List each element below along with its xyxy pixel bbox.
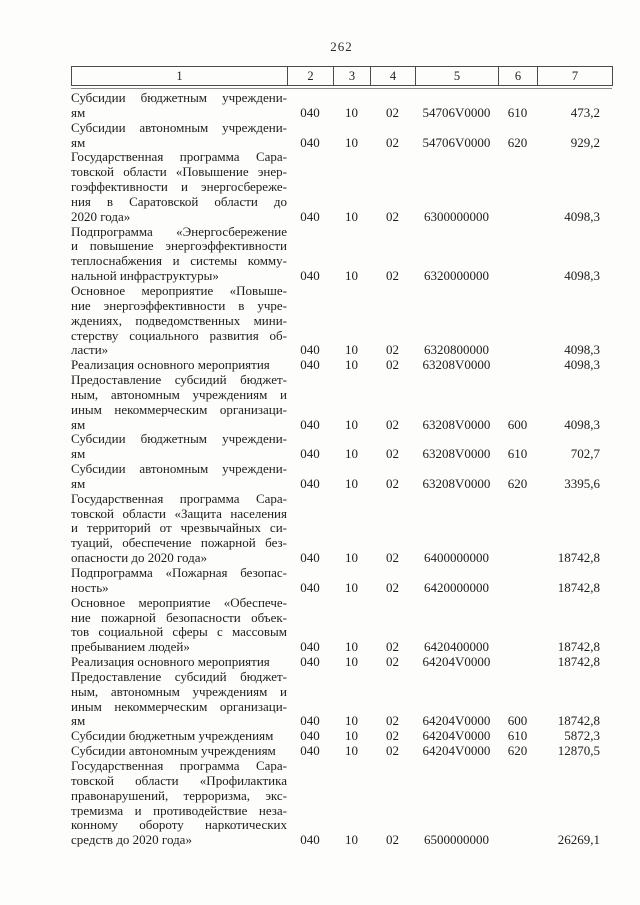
section-code-cell: 10 <box>345 342 358 358</box>
title-line: ям <box>71 475 86 491</box>
header-col-4: 4 <box>371 67 416 86</box>
page-number: 262 <box>330 39 353 54</box>
subsection-code-cell: 02 <box>386 832 399 848</box>
amount-cell: 4098,3 <box>564 357 600 373</box>
title-line: средств до 2020 года» <box>71 832 192 848</box>
table-row <box>71 462 612 492</box>
section-code-cell: 10 <box>345 208 358 224</box>
section-code-cell: 10 <box>345 654 358 670</box>
title-line: Государственная программа Сара- <box>71 150 287 165</box>
subsection-code-cell: 02 <box>386 550 399 566</box>
target-article-cell: 64204V0000 <box>422 654 491 670</box>
grbs-code-cell: 040 <box>300 134 320 150</box>
target-article-cell: 6400000000 <box>424 550 489 566</box>
section-code-cell: 10 <box>345 579 358 595</box>
title-cell <box>71 729 287 744</box>
title-line: Реализация основного мероприятия <box>71 654 270 670</box>
title-line: Основное мероприятие «Обеспече- <box>71 595 287 610</box>
section-code-cell: 10 <box>345 832 358 848</box>
grbs-code-cell: 040 <box>300 713 320 729</box>
table-header <box>71 66 612 89</box>
title-line: Подпрограмма «Энергосбережение <box>71 224 287 239</box>
amount-cell: 929,2 <box>570 134 600 150</box>
subsection-code-cell: 02 <box>386 268 399 284</box>
section-code-cell: 10 <box>345 728 358 744</box>
amount-cell: 18742,8 <box>557 550 600 566</box>
expense-type-cell <box>498 596 537 655</box>
title-line: Государственная программа Сара- <box>71 491 287 506</box>
title-line: Предоставление субсидий бюджет- <box>71 373 287 388</box>
table-row <box>71 373 612 432</box>
target-article-cell: 64204V0000 <box>422 713 491 729</box>
subsection-code-cell: 02 <box>386 416 399 432</box>
title-line: товской области «Повышение энер- <box>71 165 287 180</box>
grbs-code-cell: 040 <box>300 579 320 595</box>
title-cell <box>71 670 287 729</box>
target-article-cell: 54706V0000 <box>422 104 491 120</box>
subsection-code-cell: 02 <box>386 728 399 744</box>
title-cell <box>71 121 287 151</box>
expense-type-cell: 620 <box>507 134 528 150</box>
expense-type-cell: 620 <box>507 743 528 759</box>
target-article-cell: 54706V0000 <box>422 134 491 150</box>
target-article-cell: 63208V0000 <box>422 475 491 491</box>
expense-type-cell: 600 <box>507 713 528 729</box>
table-header-row <box>72 67 613 86</box>
title-line: конному обороту наркотических <box>71 818 287 833</box>
grbs-code-cell: 040 <box>300 357 320 373</box>
title-line: ям <box>71 416 86 432</box>
target-article-cell: 6420000000 <box>424 579 489 595</box>
title-line: ям <box>71 713 86 729</box>
table-row <box>71 729 612 744</box>
title-cell <box>71 759 287 848</box>
expense-type-cell <box>498 759 537 848</box>
grbs-code-cell: 040 <box>300 268 320 284</box>
grbs-code-cell: 040 <box>300 654 320 670</box>
title-line: Основное мероприятие «Повыше- <box>71 283 287 298</box>
amount-cell: 18742,8 <box>557 579 600 595</box>
header-col-5: 5 <box>416 67 499 86</box>
header-col-1: 1 <box>72 67 288 86</box>
table-body <box>71 91 612 848</box>
amount-cell: 12870,5 <box>557 743 600 759</box>
grbs-code-cell: 040 <box>300 475 320 491</box>
subsection-code-cell: 02 <box>386 713 399 729</box>
title-line: товской области «Профилактика <box>71 773 287 788</box>
table-row <box>71 91 612 121</box>
expense-type-cell <box>498 358 537 373</box>
title-line: правонарушений, терроризма, экс- <box>71 788 287 803</box>
title-cell <box>71 358 287 373</box>
section-code-cell: 10 <box>345 550 358 566</box>
title-line: ния в Саратовской области до <box>71 194 287 209</box>
title-line: ность» <box>71 579 109 595</box>
grbs-code-cell: 040 <box>300 342 320 358</box>
subsection-code-cell: 02 <box>386 342 399 358</box>
subsection-code-cell: 02 <box>386 743 399 759</box>
title-line: теплоснабжения и системы комму- <box>71 254 287 269</box>
title-line: Субсидии автономным учреждениям <box>71 743 276 759</box>
grbs-code-cell: 040 <box>300 832 320 848</box>
grbs-code-cell: 040 <box>300 639 320 655</box>
title-line: Государственная программа Сара- <box>71 758 287 773</box>
header-col-3: 3 <box>334 67 371 86</box>
table-row <box>71 432 612 462</box>
target-article-cell: 63208V0000 <box>422 416 491 432</box>
target-article-cell: 63208V0000 <box>422 357 491 373</box>
grbs-code-cell: 040 <box>300 728 320 744</box>
grbs-code-cell: 040 <box>300 416 320 432</box>
title-line: ям <box>71 446 86 462</box>
header-col-7: 7 <box>538 67 613 86</box>
section-code-cell: 10 <box>345 134 358 150</box>
subsection-code-cell: 02 <box>386 208 399 224</box>
table-row <box>71 655 612 670</box>
title-line: туаций, обеспечение пожарной без- <box>71 536 287 551</box>
expense-type-cell: 610 <box>507 728 528 744</box>
subsection-code-cell: 02 <box>386 475 399 491</box>
title-line: опасности до 2020 года» <box>71 550 208 566</box>
grbs-code-cell: 040 <box>300 446 320 462</box>
title-line: ным, автономным учреждениям и <box>71 684 287 699</box>
table-row <box>71 759 612 848</box>
title-cell <box>71 462 287 492</box>
subsection-code-cell: 02 <box>386 357 399 373</box>
target-article-cell: 6420400000 <box>424 639 489 655</box>
amount-cell: 473,2 <box>570 104 600 120</box>
amount-cell: 18742,8 <box>557 654 600 670</box>
title-line: ласти» <box>71 342 109 358</box>
title-line: ждениях, подведомственных мини- <box>71 313 287 328</box>
budget-table <box>71 66 612 848</box>
table-row <box>71 150 612 224</box>
section-code-cell: 10 <box>345 446 358 462</box>
amount-cell: 3395,6 <box>564 475 600 491</box>
amount-cell: 5872,3 <box>564 728 600 744</box>
amount-cell: 26269,1 <box>557 832 600 848</box>
section-code-cell: 10 <box>345 743 358 759</box>
title-line: иным некоммерческим организаци- <box>71 402 287 417</box>
header-col-6: 6 <box>499 67 538 86</box>
title-line: тремизма и противодействие неза- <box>71 803 287 818</box>
target-article-cell: 64204V0000 <box>422 728 491 744</box>
expense-type-cell <box>498 225 537 284</box>
title-line: ным, автономным учреждениям и <box>71 387 287 402</box>
target-article-cell: 64204V0000 <box>422 743 491 759</box>
section-code-cell: 10 <box>345 268 358 284</box>
title-line: Реализация основного мероприятия <box>71 357 270 373</box>
grbs-code-cell: 040 <box>300 104 320 120</box>
expense-type-cell: 600 <box>507 416 528 432</box>
title-cell <box>71 225 287 284</box>
title-line: Субсидии автономным учреждени- <box>71 120 287 135</box>
table-row <box>71 121 612 151</box>
expense-type-cell <box>498 284 537 358</box>
title-line: иным некоммерческим организаци- <box>71 699 287 714</box>
title-line: товской области «Защита населения <box>71 506 287 521</box>
subsection-code-cell: 02 <box>386 654 399 670</box>
section-code-cell: 10 <box>345 639 358 655</box>
section-code-cell: 10 <box>345 104 358 120</box>
amount-cell: 4098,3 <box>564 342 600 358</box>
table-row <box>71 225 612 284</box>
title-line: ям <box>71 134 86 150</box>
subsection-code-cell: 02 <box>386 579 399 595</box>
expense-type-cell <box>498 566 537 596</box>
amount-cell: 4098,3 <box>564 208 600 224</box>
title-line: Подпрограмма «Пожарная безопас- <box>71 566 287 580</box>
title-cell <box>71 373 287 432</box>
title-cell <box>71 150 287 224</box>
title-line: Субсидии бюджетным учреждени- <box>71 432 287 447</box>
title-line: Субсидии автономным учреждени- <box>71 462 287 477</box>
expense-type-cell <box>498 492 537 566</box>
amount-cell: 18742,8 <box>557 639 600 655</box>
subsection-code-cell: 02 <box>386 104 399 120</box>
amount-cell: 18742,8 <box>557 713 600 729</box>
section-code-cell: 10 <box>345 357 358 373</box>
title-cell <box>71 492 287 566</box>
title-cell <box>71 284 287 358</box>
expense-type-cell <box>498 150 537 224</box>
grbs-code-cell: 040 <box>300 550 320 566</box>
amount-cell: 702,7 <box>570 446 600 462</box>
title-cell <box>71 91 287 121</box>
table-row <box>71 284 612 358</box>
grbs-code-cell: 040 <box>300 208 320 224</box>
amount-cell: 4098,3 <box>564 268 600 284</box>
title-line: Субсидии бюджетным учреждени- <box>71 91 287 105</box>
expense-type-cell: 620 <box>507 475 528 491</box>
title-line: нальной инфраструктуры» <box>71 268 219 284</box>
title-cell <box>71 432 287 462</box>
table-row <box>71 744 612 759</box>
title-line: Предоставление субсидий бюджет- <box>71 669 287 684</box>
title-line: Субсидии бюджетным учреждениям <box>71 728 274 744</box>
section-code-cell: 10 <box>345 713 358 729</box>
title-line: ям <box>71 104 86 120</box>
target-article-cell: 6300000000 <box>424 208 489 224</box>
amount-cell: 4098,3 <box>564 416 600 432</box>
expense-type-cell: 610 <box>507 104 528 120</box>
title-line: стерству социального развития об- <box>71 328 287 343</box>
title-line: и повышение энергоэффективности <box>71 239 287 254</box>
subsection-code-cell: 02 <box>386 446 399 462</box>
table-row <box>71 566 612 596</box>
title-line: 2020 года» <box>71 208 131 224</box>
section-code-cell: 10 <box>345 475 358 491</box>
expense-type-cell <box>498 655 537 670</box>
title-line: тов социальной сферы с массовым <box>71 625 287 640</box>
table-row <box>71 492 612 566</box>
subsection-code-cell: 02 <box>386 639 399 655</box>
section-code-cell: 10 <box>345 416 358 432</box>
table-row <box>71 670 612 729</box>
target-article-cell: 6320800000 <box>424 342 489 358</box>
target-article-cell: 6320000000 <box>424 268 489 284</box>
title-line: гоэффективности и энергосбереже- <box>71 180 287 195</box>
table-row <box>71 358 612 373</box>
table-row <box>71 596 612 655</box>
target-article-cell: 63208V0000 <box>422 446 491 462</box>
title-line: ние пожарной безопасности объек- <box>71 610 287 625</box>
subsection-code-cell: 02 <box>386 134 399 150</box>
title-cell <box>71 655 287 670</box>
title-line: и территорий от чрезвычайных си- <box>71 521 287 536</box>
target-article-cell: 6500000000 <box>424 832 489 848</box>
header-col-2: 2 <box>288 67 334 86</box>
expense-type-cell: 610 <box>507 446 528 462</box>
title-cell <box>71 566 287 596</box>
grbs-code-cell: 040 <box>300 743 320 759</box>
title-cell <box>71 744 287 759</box>
title-line: пребыванием людей» <box>71 639 190 655</box>
title-line: ние энергоэффективности в учре- <box>71 298 287 313</box>
title-cell <box>71 596 287 655</box>
